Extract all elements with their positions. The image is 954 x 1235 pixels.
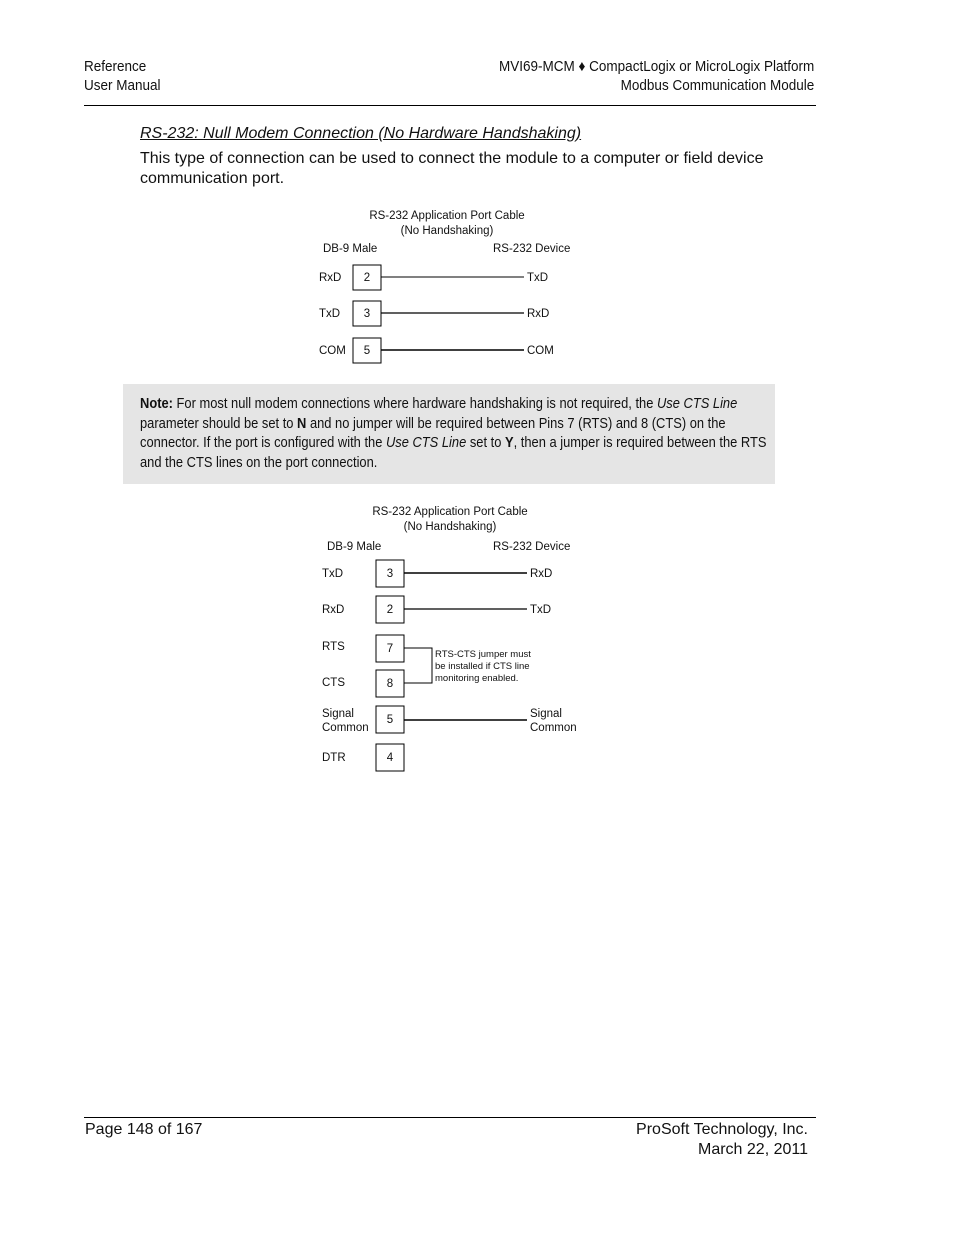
diagram2-cts-label: CTS: [322, 677, 345, 689]
note-param-name: Use CTS Line: [385, 434, 467, 451]
jumper-note-line3: monitoring enabled.: [435, 673, 519, 684]
cable-diagram-1: [0, 0, 954, 380]
diagram2-right-header: RS-232 Device: [493, 541, 571, 553]
diagram2-signal-left-line1: Signal: [322, 708, 354, 720]
header-module: Modbus Communication Module: [620, 77, 814, 94]
diagram2-row-rts: [322, 635, 404, 662]
footer-right: [636, 1120, 808, 1160]
diagram1-row2-right-label: RxD: [527, 308, 550, 320]
diagram1-row3-left-label: COM: [319, 345, 346, 357]
diagram2-row2-right-label: TxD: [530, 604, 552, 616]
section-title: RS-232: Null Modem Connection (No Hardware Handshaking): [140, 125, 582, 142]
diagram2-signal-pin: 5: [386, 714, 394, 726]
publication-date: March 22, 2011: [698, 1141, 808, 1158]
diagram2-dtr-label: DTR: [322, 752, 346, 764]
note-text-part: , then a jumper is required between the RTS and the CTS lines on the port connection.: [140, 434, 767, 471]
header-product: MVI69-MCM ♦ CompactLogix or MicroLogix Platform: [498, 58, 814, 75]
note-param-name: Use CTS Line: [656, 395, 738, 412]
diagram1-row3-right-label: COM: [527, 345, 554, 357]
cable-diagram-2: [0, 490, 954, 790]
diagram2-row2-pin: 2: [386, 604, 394, 616]
diagram2-left-header: DB-9 Male: [327, 541, 382, 553]
diagram1-row-2: [319, 301, 549, 326]
diagram1-row2-pin: 3: [363, 308, 371, 320]
note-value-y: Y: [504, 434, 514, 451]
diagram2-row-2: [322, 596, 551, 623]
diagram2-signal-left-line2: Common: [322, 722, 369, 734]
diagram1-row3-pin: 5: [363, 345, 371, 357]
diagram1-left-header: DB-9 Male: [323, 243, 378, 255]
diagram2-signal-right-line1: Signal: [530, 708, 562, 720]
diagram2-dtr-pin: 4: [386, 752, 394, 764]
diagram2-row2-left-label: RxD: [322, 604, 345, 616]
diagram2-row1-right-label: RxD: [530, 568, 553, 580]
diagram1-row1-pin: 2: [363, 272, 371, 284]
diagram1-title-line2: (No Handshaking): [400, 225, 494, 237]
diagram2-signal-right-line2: Common: [530, 722, 577, 734]
note-text-part: and no jumper will be required between Pins 7 (RTS) and 8 (CTS) on the connector. If the port is configured with the: [140, 414, 726, 451]
diagram1-title-line1: RS-232 Application Port Cable: [369, 210, 525, 222]
note-value-n: N: [297, 414, 307, 432]
diagram2-row1-left-label: TxD: [322, 568, 344, 580]
diagram1-row-1: [319, 265, 548, 290]
header-doc-type: User Manual: [84, 77, 161, 94]
diagram2-row-1: [322, 560, 552, 587]
diagram1-row-3: [319, 338, 554, 363]
diagram2-row-dtr: [322, 744, 404, 771]
diagram1-row1-right-label: TxD: [527, 272, 549, 284]
diagram1-right-header: RS-232 Device: [493, 243, 571, 255]
company-name: ProSoft Technology, Inc.: [636, 1121, 808, 1138]
diagram2-title-line2: (No Handshaking): [403, 521, 497, 533]
note-text-part: For most null modem connections where hardware handshaking is not required, the: [172, 395, 657, 412]
diagram2-title-line1: RS-232 Application Port Cable: [372, 506, 528, 518]
jumper-note-line2: be installed if CTS line: [435, 661, 530, 672]
page-number: Page 148 of 167: [85, 1121, 203, 1138]
footer-divider: [84, 1117, 816, 1118]
note-label: Note:: [140, 395, 173, 412]
note-text: [140, 394, 776, 472]
jumper-note: [435, 649, 531, 684]
intro-paragraph: This type of connection can be used to connect the module to a computer or field device communication port.: [140, 150, 764, 187]
note-text-part: set to: [466, 434, 505, 451]
diagram1-row1-left-label: RxD: [319, 272, 342, 284]
jumper-note-line1: RTS-CTS jumper must: [435, 649, 531, 660]
diagram2-rts-pin: 7: [386, 643, 394, 655]
note-text-part: parameter should be set to: [140, 414, 298, 432]
diagram1-row2-left-label: TxD: [319, 308, 341, 320]
rts-cts-jumper: [404, 648, 432, 683]
diagram2-rts-label: RTS: [322, 641, 345, 653]
diagram2-cts-pin: 8: [386, 678, 394, 690]
diagram2-row-cts: [322, 670, 404, 697]
header-section: Reference: [84, 58, 147, 75]
diagram2-row1-pin: 3: [386, 568, 394, 580]
diagram2-row-signal-common: [322, 706, 577, 734]
